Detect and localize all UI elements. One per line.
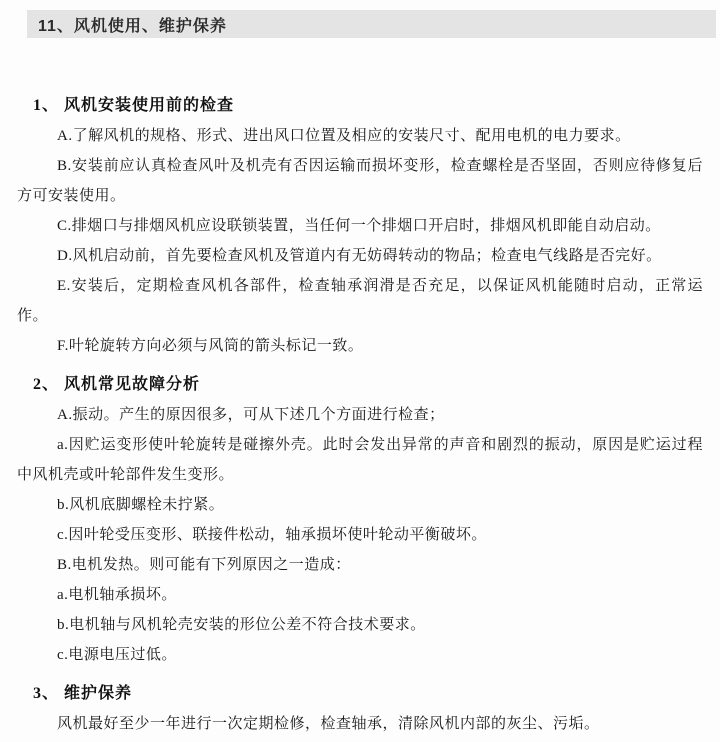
section-heading: 3、 维护保养 <box>33 685 133 702</box>
paragraph: b.风机底脚螺栓未拧紧。 <box>57 497 225 513</box>
chapter-title-bar <box>27 10 716 38</box>
paragraph: B.安装前应认真检查风叶及机壳有否因运输而损坏变形，检查螺栓是否坚固，否则应待修复后方可安装使用。 <box>17 158 703 204</box>
document-body <box>17 91 703 739</box>
paragraph: c.因叶轮受压变形、联接件松动，轴承损坏使叶轮动平衡破坏。 <box>57 527 487 543</box>
paragraph: c.电源电压过低。 <box>57 647 177 663</box>
paragraph: B.电机发热。则可能有下列原因之一造成： <box>57 557 351 573</box>
section-maintenance <box>17 679 703 739</box>
paragraph: E.安装后，定期检查风机各部件，检查轴承润滑是否充足，以保证风机能随时启动，正常运作。 <box>17 278 703 324</box>
paragraph: C.排烟口与排烟风机应设联锁装置，当任何一个排烟口开启时，排烟风机即能自动启动。 <box>57 218 661 234</box>
paragraph: D.风机启动前，首先要检查风机及管道内有无妨碍转动的物品；检查电气线路是否完好。 <box>57 248 662 264</box>
section-heading: 1、 风机安装使用前的检查 <box>33 97 235 114</box>
paragraph: A.了解风机的规格、形式、进出风口位置及相应的安装尺寸、配用电机的电力要求。 <box>57 128 631 144</box>
paragraph: 风机最好至少一年进行一次定期检修，检查轴承，清除风机内部的灰尘、污垢。 <box>57 716 600 732</box>
section-heading: 2、 风机常见故障分析 <box>33 376 201 393</box>
section-common-faults <box>17 370 703 670</box>
paragraph: b.电机轴与风机轮壳安装的形位公差不符合技术要求。 <box>57 617 426 633</box>
paragraph: a.电机轴承损坏。 <box>57 587 177 603</box>
section-pre-installation-checks <box>17 91 703 361</box>
paragraph: F.叶轮旋转方向必须与风筒的箭头标记一致。 <box>57 338 364 354</box>
paragraph: A.振动。产生的原因很多，可从下述几个方面进行检查； <box>57 407 445 423</box>
paragraph: a.因贮运变形使叶轮旋转是碰擦外壳。此时会发出异常的声音和剧烈的振动，原因是贮运过程中风机壳或叶轮部件发生变形。 <box>17 437 703 483</box>
chapter-title: 11、风机使用、维护保养 <box>38 17 227 35</box>
